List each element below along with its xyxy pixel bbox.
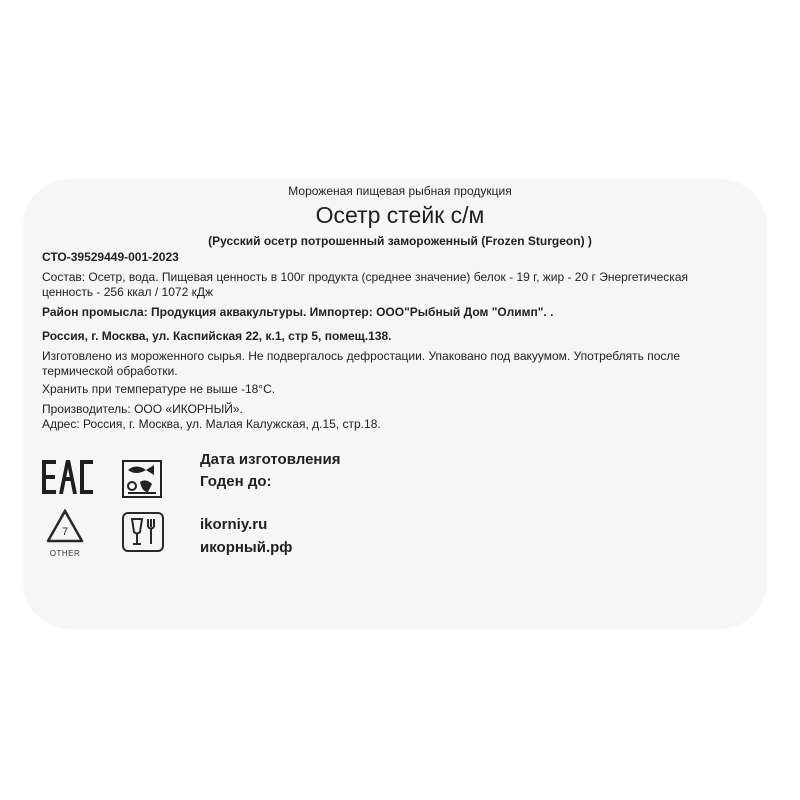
composition-line-1: Состав: Осетр, вода. Пищевая ценность в 100г продукта (среднее значение) белок - 19 г, жир - 20 г Энергетическая: [42, 270, 688, 284]
eac-mark: [40, 458, 94, 496]
food-safe-glass-fork-icon: [120, 510, 166, 554]
importer-address: Россия, г. Москва, ул. Каспийская 22, к.1, стр 5, помещ.138.: [42, 329, 392, 343]
recycle-7-icon: [44, 508, 86, 548]
product-category: Мороженая пищевая рыбная продукция: [288, 184, 512, 198]
production-line-1: Изготовлено из мороженного сырья. Не подвергалось дефростации. Упаковано под вакуумом. Употреблять после: [42, 349, 681, 363]
recycle-label: OTHER: [49, 549, 81, 558]
manufacturer-address: Адрес: Россия, г. Москва, ул. Малая Калужская, д.15, стр.18.: [42, 417, 381, 431]
product-title: Осетр стейк с/м: [315, 202, 485, 228]
website-cyrillic: икорный.рф: [200, 539, 293, 556]
manufacture-date-label: Дата изготовления: [200, 451, 341, 468]
product-subtitle: (Русский осетр потрошенный замороженный (Frozen Sturgeon) ): [208, 234, 592, 248]
composition-line-2: ценность - 256 ккал / 1072 кДж: [42, 285, 213, 299]
fish-shellfish-icon: [120, 458, 164, 500]
manufacturer: Производитель: ООО «ИКОРНЫЙ».: [42, 402, 243, 416]
production-line-2: термической обработки.: [42, 364, 178, 378]
region-importer: Район промысла: Продукция аквакультуры. Импортер: ООО"Рыбный Дом "Олимп". .: [42, 305, 554, 319]
recycle-number: 7: [61, 526, 69, 538]
standard-code: СТО-39529449-001-2023: [42, 250, 179, 264]
website-latin: ikorniy.ru: [200, 516, 268, 533]
storage-conditions: Хранить при температуре не выше -18°С.: [42, 382, 276, 396]
best-before-label: Годен до:: [200, 473, 272, 490]
